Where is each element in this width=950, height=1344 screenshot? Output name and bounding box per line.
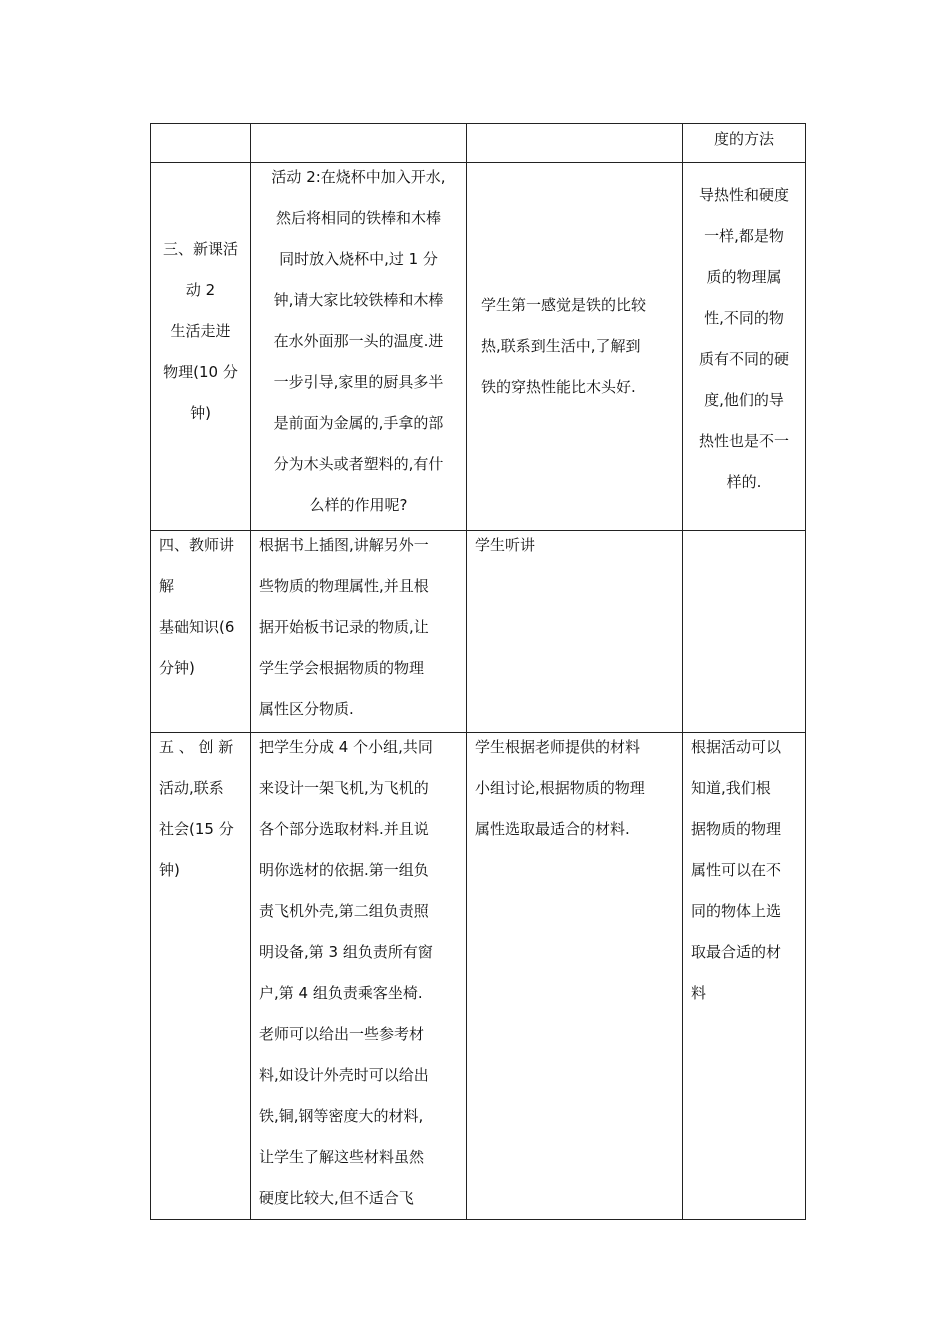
student-activity: [467, 525, 682, 566]
cell-line: 学生根据老师提供的材料: [475, 738, 641, 756]
cell-line: 明你选材的依据.第一组负: [259, 861, 429, 879]
cell-line: 属性可以在不: [691, 861, 782, 879]
table-cell: [251, 163, 467, 531]
table-row: [151, 124, 806, 163]
cell-line: 据开始板书记录的物质,让: [259, 618, 429, 636]
cell-line: 导热性和硬度: [698, 186, 789, 204]
table-row: [151, 531, 806, 733]
cell-line: 小组讨论,根据物质的物理: [475, 779, 645, 797]
teacher-activity: [251, 525, 466, 730]
cell-line: 同时放入烧杯中,过 1 分: [279, 250, 438, 268]
cell-text: 度的方法: [713, 130, 774, 148]
cell-line: 据物质的物理: [691, 820, 782, 838]
cell-line: 根据书上插图,讲解另外一: [259, 536, 429, 554]
cell-line: 让学生了解这些材料虽然: [259, 1148, 425, 1166]
cell-line: 五 、 创 新: [159, 738, 234, 756]
cell-line: 样的.: [726, 473, 762, 491]
cell-line: 学生第一感觉是铁的比较: [481, 296, 647, 314]
table-cell: [467, 733, 683, 1220]
cell-line: 解: [159, 577, 175, 595]
cell-line: 一样,都是物: [704, 227, 784, 245]
cell-line: 铁的穿热性能比木头好.: [481, 378, 636, 396]
cell-line: 生活走进: [170, 322, 231, 340]
cell-line: 硬度比较大,但不适合飞: [259, 1189, 414, 1207]
cell-line: 属性区分物质.: [259, 700, 354, 718]
cell-line: 钟,请大家比较铁棒和木棒: [273, 291, 444, 309]
cell-line: 铁,铜,钢等密度大的材料,: [259, 1107, 424, 1125]
cell-line: 老师可以给出一些参考材: [259, 1025, 425, 1043]
cell-line: 活动 2:在烧杯中加入开水,: [271, 168, 446, 186]
table-row: [151, 733, 806, 1220]
cell-line: 基础知识(6: [159, 618, 235, 636]
cell-line: 分钟): [159, 659, 195, 677]
cell-line: 么样的作用呢?: [309, 496, 408, 514]
cell-line: 度,他们的导: [704, 391, 784, 409]
cell-line: 质的物理属: [706, 268, 782, 286]
table-cell: [151, 163, 251, 531]
design-intent: [683, 727, 805, 1014]
table-cell: [251, 531, 467, 733]
cell-line: 同的物体上选: [691, 902, 782, 920]
cell-line: 然后将相同的铁棒和木棒: [275, 209, 441, 227]
table-cell: [467, 124, 683, 163]
student-activity: [467, 727, 682, 850]
stage-label: [151, 727, 250, 891]
cell-line: 些物质的物理属性,并且根: [259, 577, 429, 595]
table-cell: [467, 531, 683, 733]
cell-line: 学生学会根据物质的物理: [259, 659, 425, 677]
cell-line: 活动,联系: [159, 779, 224, 797]
table-cell: [683, 531, 806, 733]
table-cell: [151, 124, 251, 163]
cell-line: 责飞机外壳,第二组负责照: [259, 902, 429, 920]
cell-line: 动 2: [185, 281, 216, 299]
teacher-activity: [251, 157, 466, 526]
cell-line: 在水外面那一头的温度.进: [273, 332, 444, 350]
cell-line: 学生听讲: [475, 536, 536, 554]
table-cell: [151, 733, 251, 1220]
teacher-activity: [251, 727, 466, 1219]
cell-line: 三、新课活: [162, 240, 238, 258]
cell-line: 各个部分选取材料.并且说: [259, 820, 429, 838]
cell-line: 明设备,第 3 组负责所有窗: [259, 943, 433, 961]
cell-line: 四、教师讲: [159, 536, 235, 554]
cell-line: 属性选取最适合的材料.: [475, 820, 630, 838]
table-cell: [683, 163, 806, 531]
table-row: [151, 163, 806, 531]
cell-line: 来设计一架飞机,为飞机的: [259, 779, 429, 797]
design-intent: [683, 175, 805, 503]
cell-line: 热,联系到生活中,了解到: [481, 337, 641, 355]
table-cell: [683, 124, 806, 163]
cell-line: 户,第 4 组负责乘客坐椅.: [259, 984, 423, 1002]
table-cell: [151, 531, 251, 733]
cell-line: 料,如设计外壳时可以给出: [259, 1066, 429, 1084]
cell-line: 钟): [190, 404, 211, 422]
cell-line: 物理(10 分: [163, 363, 238, 381]
cell-line: 性,不同的物: [704, 309, 784, 327]
student-activity: [467, 285, 682, 408]
cell-line: 是前面为金属的,手拿的部: [273, 414, 444, 432]
cell-line: 根据活动可以: [691, 738, 782, 756]
cell-line: 钟): [159, 861, 180, 879]
cell-line: 料: [691, 984, 707, 1002]
cell-line: 社会(15 分: [159, 820, 234, 838]
lesson-plan-table: [150, 123, 806, 1220]
cell-line: 热性也是不一: [698, 432, 789, 450]
cell-line: 质有不同的硬: [698, 350, 789, 368]
cell-line: 分为木头或者塑料的,有什: [273, 455, 444, 473]
cell-line: 把学生分成 4 个小组,共同: [259, 738, 433, 756]
cell-line: 取最合适的材: [691, 943, 782, 961]
cell-line: 知道,我们根: [691, 779, 771, 797]
cell-line: 一步引导,家里的厨具多半: [273, 373, 444, 391]
table-cell: [251, 733, 467, 1220]
table-cell: [467, 163, 683, 531]
stage-label: [151, 525, 250, 689]
table-cell: [683, 733, 806, 1220]
stage-label: [151, 229, 250, 464]
